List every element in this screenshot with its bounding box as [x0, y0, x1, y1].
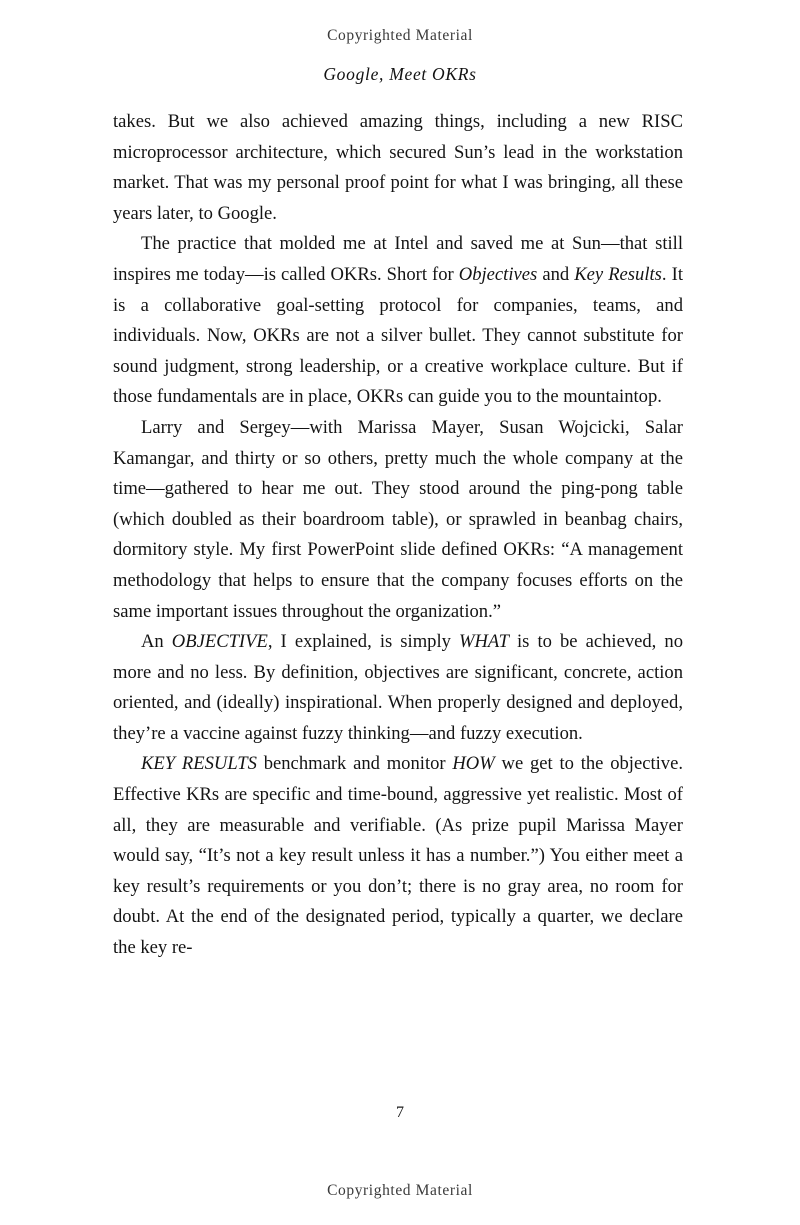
paragraph-2: The practice that molded me at Intel and saved me at Sun—that still inspires me today—is called OKRs. Short for Objectives and Key Results. It is a collaborative goal-setting protocol for companies, teams, and individuals. Now, OKRs are not a silver bullet. They cannot substitute for sound judgment, strong leadership, or a creative workplace culture. But if those fundamentals are in place, OKRs can guide you to the mountaintop.: [113, 233, 683, 408]
paragraph-5: KEY RESULTS benchmark and monitor HOW we get to the objective. Effective KRs are specific and time-bound, aggressive yet realistic. Most of all, they are measurable and verifiable. (As prize pupil Marissa Mayer would say, “It’s not a key result unless it has a number.”) You either meet a key result’s requirements or you don’t; there is no gray area, no room for doubt. At the end of the designated period, typically a quarter, we declare the key re-: [113, 753, 683, 959]
emphasis-text: Objectives: [458, 263, 538, 285]
paragraph-4: An OBJECTIVE, I explained, is simply WHAT is to be achieved, no more and no less. By definition, objectives are significant, concrete, action oriented, and (ideally) inspirational. When properly designed and deployed, they’re a vaccine against fuzzy thinking—and fuzzy execution.: [113, 631, 683, 744]
paragraph-1: takes. But we also achieved amazing things, including a new RISC microprocessor architecture, which secured Sun’s lead in the workstation market. That was my personal proof point for what I was bringing, all these years later, to Google.: [113, 111, 683, 224]
emphasis-text: HOW: [452, 753, 495, 775]
emphasis-text: WHAT: [458, 631, 509, 653]
emphasis-text: Key Results: [574, 263, 662, 285]
copyright-watermark-top: Copyrighted Material: [327, 27, 473, 44]
emphasis-text: KEY RESULTS: [141, 753, 257, 775]
body-text-block: [113, 107, 683, 964]
copyright-watermark-bottom: Copyrighted Material: [327, 1182, 473, 1199]
page-number: 7: [396, 1104, 404, 1121]
emphasis-text: OBJECTIVE: [171, 631, 268, 653]
paragraph-3: Larry and Sergey—with Marissa Mayer, Susan Wojcicki, Salar Kamangar, and thirty or so others, pretty much the whole company at the time—gathered to hear me out. They stood around the ping-pong table (which doubled as their boardroom table), or sprawled in beanbag chairs, dormitory style. My first PowerPoint slide defined OKRs: “A management methodology that helps to ensure that the company focuses efforts on the same important issues throughout the organization.”: [113, 416, 683, 622]
running-head-chapter-title: Google, Meet OKRs: [323, 64, 477, 84]
